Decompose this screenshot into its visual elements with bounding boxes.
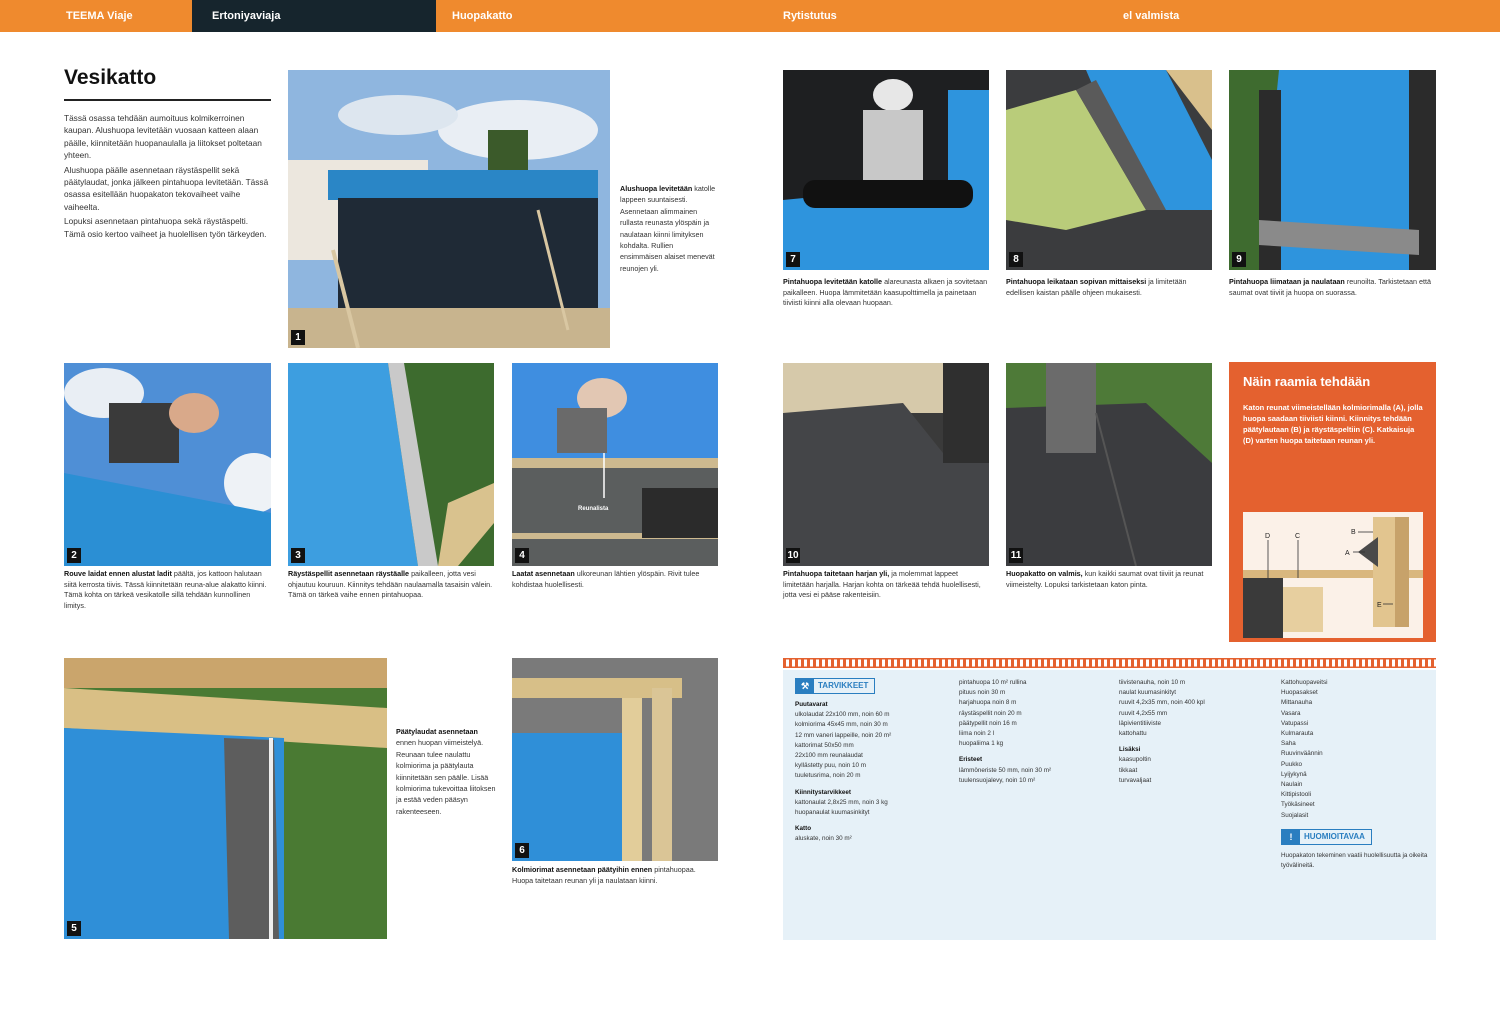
caption-3 [288,569,494,601]
photo-5 [64,658,387,939]
nav-item-teema[interactable]: TEEMA Viaje [66,10,133,22]
diagram-label: B [1351,529,1356,536]
list-item: pituus noin 30 m [959,689,1006,697]
list-item: kattohattu [1119,730,1147,738]
list-item: Puukko [1281,760,1303,768]
list-item: pintahuopa 10 m² rullina [959,679,1027,686]
photo-number: 1 [291,330,305,345]
list-item: Vasara [1281,709,1301,717]
caption-lead: Pintahuopa levitetään katolle [783,277,883,286]
list-item: Mittanauha [1281,699,1313,707]
list-item: Kulmarauta [1281,730,1314,738]
list-item: liima noin 2 l [959,730,994,738]
nav-item-active[interactable]: Ertoniyaviaja [192,0,436,32]
caption-text: paikalleen, jotta vesi ohjautuu kouruun. Kiinnitys tehdään naulaamalla tasaisin välein. Tämä on tärkeä vaihe ennen pintahuopaa. [288,569,493,600]
caption-text: ennen huopan viimeistelyä. Reunaan tulee naulattu kolmiorima ja päätylauta kiinnitetään sen päälle. Lisää kolmiorima tukevoittaa liitoksen ja estää veden pääsyn rakenteeseen. [396,738,496,816]
caption-lead: Pintahuopa taitetaan harjan yli, [783,569,890,578]
caption-2 [64,569,274,611]
list-item: Suojalasit [1281,811,1309,819]
photo-7 [783,70,989,270]
tip-title: Näin raamia tehdään [1243,374,1371,389]
caption-text: pintahuopaa. Huopa taitetaan reunan yli ja naulataan kiinni. [512,865,696,885]
diagram-label: C [1295,533,1301,540]
photo-number: 8 [1009,252,1023,267]
diagram-label: D [1265,533,1271,540]
notes-badge [1281,829,1372,845]
section-heading: Puutavarat [795,701,828,708]
tip-text: Katon reunat viimeistellään kolmiorimalla (A), jolla huopa saadaan tiiviisti kiinni. Kiinnitys tehdään päätylautaan (B) ja räystäspeltiin (C). Katkaisuja (D) varten huopa taitetaan reunan yli. [1243,403,1423,445]
list-item: 22x100 mm reunalaudat [795,752,863,760]
intro-paragraph: Lopuksi asennetaan pintahuopa sekä räystäspelti. Tämä osio kertoo vaiheet ja huolellisen työn tärkeyden. [64,216,267,239]
list-item: päätypellit noin 16 m [959,719,1017,727]
decorative-strip [783,658,1436,668]
list-item: kattonaulat 2,8x25 mm, noin 3 kg [795,798,888,806]
section-heading: Katto [795,825,812,833]
intro-paragraph: Alushuopa päälle asennetaan räystäspellit sekä päätylaudat, jonka jälkeen pintahuopa levitetään. Tässä osassa esitellään huopakaton tekovaiheet vaihe vaiheelta. [64,164,269,212]
list-item: kyllästetty puu, noin 10 m [795,762,867,770]
caption-lead: Pintahuopa liimataan ja naulataan [1229,277,1345,286]
list-item: huopaliima 1 kg [959,740,1004,748]
list-item: Lyijykynä [1281,770,1307,778]
caption-9 [1229,277,1436,298]
caption-lead: Räystäspellit asennetaan räystäalle [288,569,410,578]
list-item: Työkäsineet [1281,801,1315,809]
photo-6 [512,658,718,861]
nav-item-rytistutus[interactable]: Rytistutus [783,10,837,22]
photo-number: 9 [1232,252,1246,267]
caption-lead: Alushuopa levitetään [620,184,693,193]
diagram-label: A [1345,550,1350,557]
caption-4 [512,569,718,590]
list-item: räystäspellit noin 20 m [959,709,1022,717]
caption-text: ja limitetään edellisen kaistan päälle ohjeen mukaisesti. [1006,277,1187,297]
photo-number: 2 [67,548,81,563]
caption-10 [783,569,989,601]
materials-badge [795,678,875,694]
photo-4 [512,363,718,566]
list-item: ruuvit 4,2x55 mm [1119,709,1168,717]
list-item: Saha [1281,740,1296,748]
caption-8 [1006,277,1212,298]
diagram-label: E [1377,602,1382,609]
list-item: tikkaat [1119,766,1138,774]
caption-text: katolle lappeen suuntaisesti. Asennetaan alimmainen rullasta reunasta ylöspäin ja naulataan kiinni limityksen kohdalta. Rullien ensimmäisen alaiset menevät reunojen yli. [620,184,716,273]
list-item: kattorimat 50x50 mm [795,741,854,749]
list-item: 12 mm vaneri lappeille, noin 20 m² [795,731,892,739]
info-icon: ! [1282,830,1300,844]
photo-number: 11 [1010,550,1022,561]
list-item: Ruuvinväännin [1281,750,1323,758]
list-item: tiivistenauha, noin 10 m [1119,679,1186,686]
note-text: Huopakaton tekeminen vaatii huolellisuutta ja oikeita työvälineitä. [1281,851,1428,870]
section-heading: Kiinnitystarvikkeet [795,788,851,796]
list-item: Huopasakset [1281,689,1318,697]
list-item: ruuvit 4,2x35 mm, noin 400 kpl [1119,699,1205,707]
caption-text: reunoilta. Tarkistetaan että saumat ovat tiiviit ja huopa on suorassa. [1229,277,1431,297]
caption-text: alareunasta alkaen ja sovitetaan paikalleen. Huopa lämmitetään kaasupolttimella ja painetaan tiiviisti kiinni alla olevaan huopaan. [783,277,988,308]
caption-lead: Laatat asennetaan [512,569,575,578]
caption-lead: Huopakatto on valmis, [1006,569,1083,578]
section-heading: Lisäksi [1119,746,1141,754]
photo-8 [1006,70,1212,270]
caption-text: ulkoreunan lähtien ylöspäin. Rivit tulee kohdistaa huolellisesti. [512,569,700,589]
photo-9 [1229,70,1436,270]
materials-box [783,670,1436,940]
photo-number: 5 [67,921,81,936]
photo-10 [783,363,989,566]
list-item: ulkolaudat 22x100 mm, noin 60 m [795,711,890,719]
caption-text: kun kaikki saumat ovat tiiviit ja reunat viimeistelty. Lopuksi tarkistetaan katon pinta. [1006,569,1204,589]
article-intro [64,112,271,242]
caption-lead: Kolmiorimat asennetaan päätyihin ennen [512,865,653,874]
caption-text: ja molemmat lappeet limitetään harjalla. Harjan kohta on tärkeää tehdä huolellisesti, jotta vesi ei pääse rakenteisiin. [783,569,981,600]
materials-col-3 [1119,678,1269,786]
tip-box [1229,362,1436,642]
nav-item-valmista[interactable]: el valmista [1123,10,1180,22]
list-item: tuuletusrima, noin 20 m [795,772,861,780]
caption-1 [620,183,716,274]
list-item: Naulain [1281,781,1303,789]
caption-7 [783,277,989,309]
photo-number: 10 [787,550,799,561]
caption-lead: Rouve laidat ennen alustat ladit [64,569,172,578]
photo-1 [288,70,610,348]
materials-col-2 [959,678,1107,786]
photo-3 [288,363,494,566]
list-item: tuulensuojalevy, noin 10 m² [959,776,1036,784]
section-heading: Eristeet [959,756,983,764]
photo-2 [64,363,271,566]
list-item: aluskate, noin 30 m² [795,835,852,843]
photo-label: Reunalista [578,506,609,512]
list-item: turvavaljaat [1119,776,1152,784]
caption-5 [396,726,496,817]
intro-paragraph: Tässä osassa tehdään aumoituus kolmikerroinen kaupan. Alushuopa levitetään vuosaan katteen alaan päälle, kiinnitetään huopanaulalla ja liitokset poltetaan yhteen. [64,113,262,161]
nav-item-huopakatto[interactable]: Huopakatto [452,10,513,22]
list-item: kolmiorima 45x45 mm, noin 30 m [795,721,888,729]
roof-edge-diagram [1243,512,1423,638]
article-title: Vesikatto [64,66,157,89]
photo-number: 6 [515,843,529,858]
list-item: harjahuopa noin 8 m [959,699,1017,707]
photo-number: 3 [291,548,305,563]
list-item: läpivientitiiviste [1119,719,1161,727]
top-nav [0,0,1500,32]
list-item: kaasupoltin [1119,756,1151,764]
badge-label: HUOMIOITAVAA [1304,831,1365,841]
caption-lead: Päätylaudat asennetaan [396,727,478,736]
caption-text: päältä, jos kattoon halutaan siitä kerrosta tiivis. Tässä kiinnitetään reuna-alue alakatto kiinni. Tämä kohta on tärkeä vesikatolle sillä tehdään kunnollinen limitys. [64,569,267,610]
list-item: lämmöneriste 50 mm, noin 30 m² [959,766,1052,774]
list-item: Kittipistooli [1281,791,1312,799]
photo-number: 7 [786,252,800,267]
title-rule [64,99,271,101]
caption-6 [512,865,718,886]
list-item: Kattohuopaveitsi [1281,679,1328,686]
caption-11 [1006,569,1212,590]
photo-number: 4 [515,548,529,563]
materials-col-4 [1281,678,1429,871]
photo-11 [1006,363,1212,566]
tools-icon: ⚒ [796,679,814,693]
materials-col-1 [795,678,945,845]
list-item: naulat kuumasinkityt [1119,689,1177,697]
list-item: Vatupassi [1281,719,1309,727]
list-item: huopanaulat kuumasinkityt [795,809,870,817]
badge-label: TARVIKKEET [818,680,869,690]
caption-lead: Pintahuopa leikataan sopivan mittaiseksi [1006,277,1147,286]
